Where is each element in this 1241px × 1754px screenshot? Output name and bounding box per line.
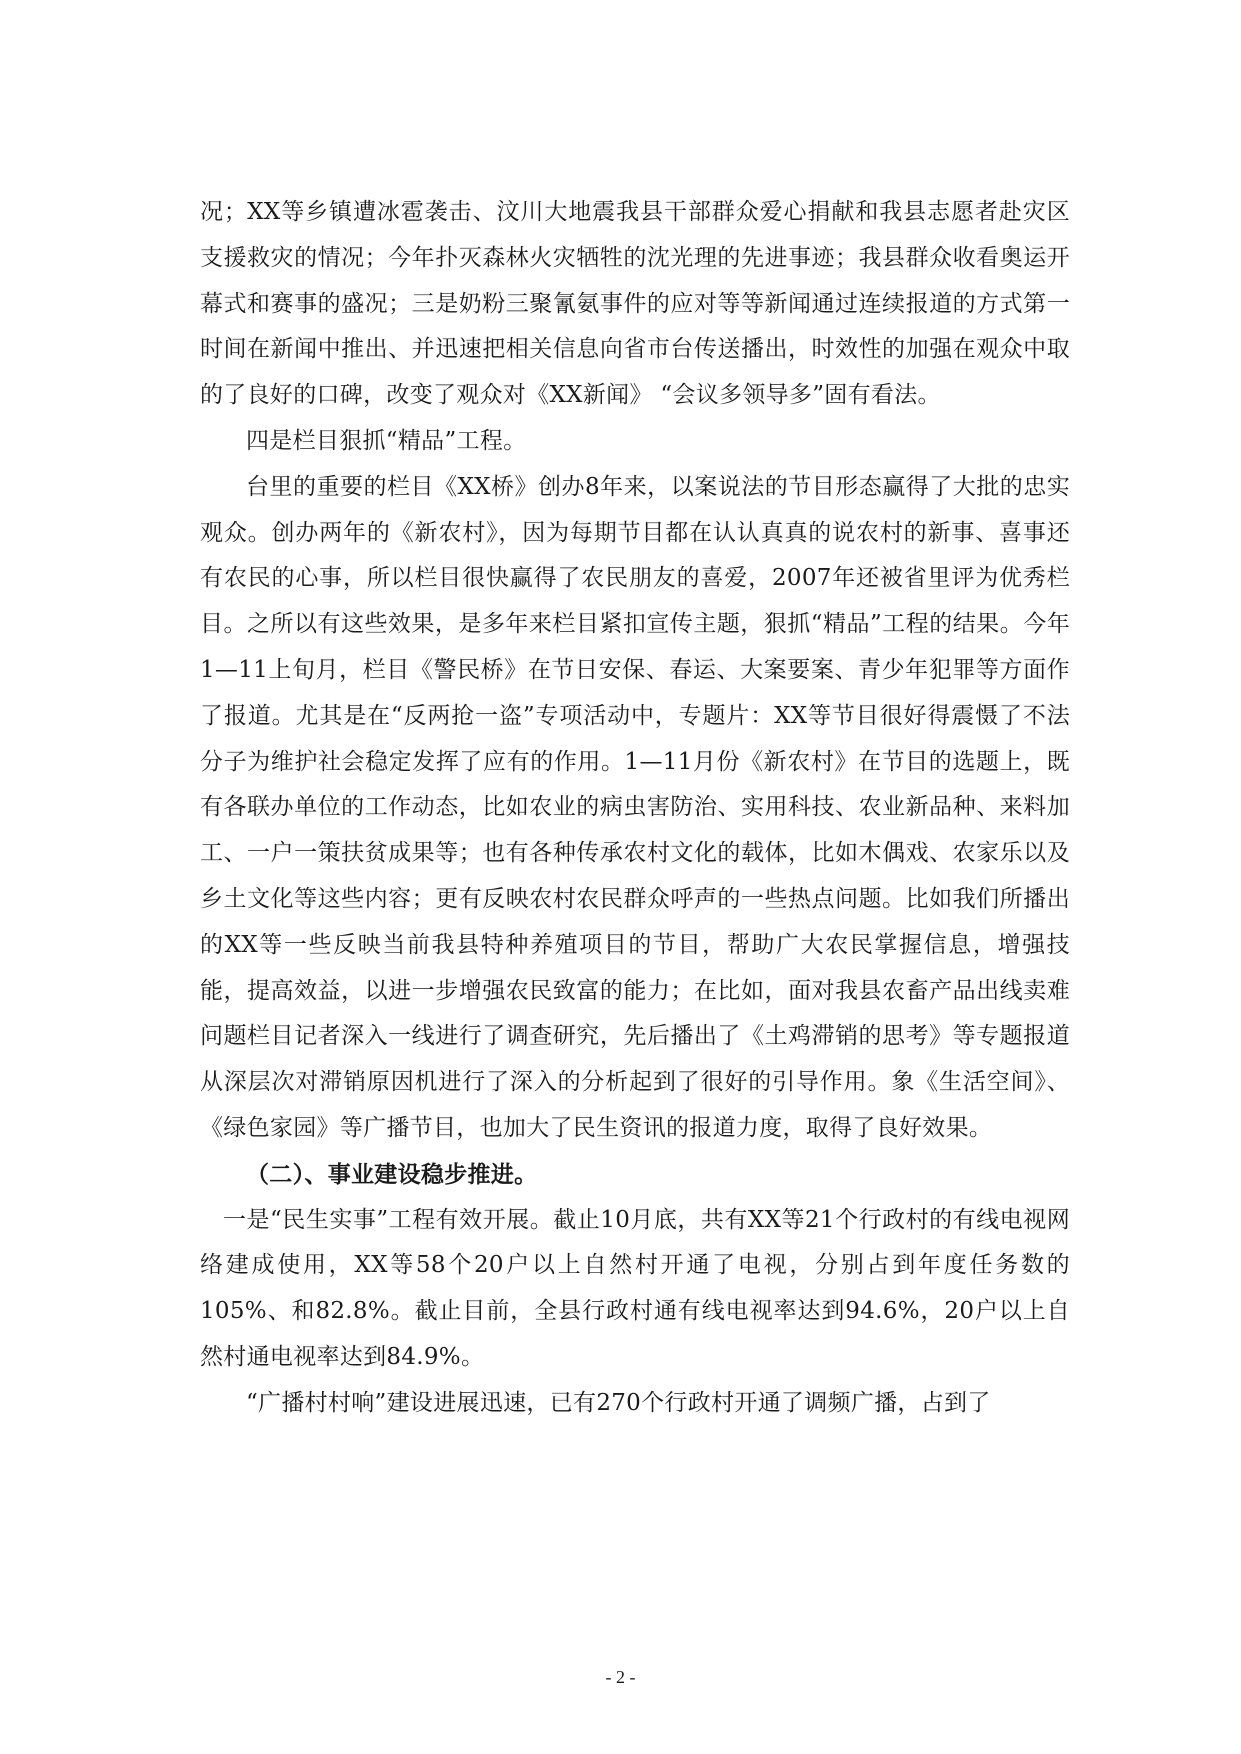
page-number: - 2 - — [605, 1667, 636, 1687]
paragraph-livelihood-project: 一是“民生实事”工程有效开展。截止10月底，共有XX等21个行政村的有线电视网络建成使用，XX等58个20户以上自然村开通了电视，分别占到年度任务数的105%、和82.8%。截止目前，全县行政村通有线电视率达到94.6%，20户以上自然村通电视率达到84.9%。 — [200, 1206, 1070, 1370]
paragraph-village-broadcast: “广播村村响”建设进展迅速，已有270个行政村开通了调频广播，占到了 — [246, 1389, 991, 1416]
section-heading-construction: （二）、事业建设稳步推进。 — [246, 1160, 538, 1188]
paragraph-programs: 台里的重要的栏目《XX桥》创办8年来，以案说法的节目形态赢得了大批的忠实观众。创办两年的《新农村》，因为每期节目都在认认真真的说农村的新事、喜事还有农民的心事，所以栏目很快赢得了农民朋友的喜爱，2007年还被省里评为优秀栏目。之所以有这些效果，是多年来栏目紧扣宣传主题，狠抓“精品”工程的结果。今年1—11上旬月，栏目《警民桥》在节日安保、春运、大案要案、青少年犯罪等方面作了报道。尤其是在“反两抢一盗”专项活动中，专题片：XX等节目很好得震慑了不法分子为维护社会稳定发挥了应有的作用。1—11月份《新农村》在节目的选题上，既有各联办单位的工作动态，比如农业的病虫害防治、实用科技、农业新品种、来料加工、一户一策扶贫成果等；也有各种传承农村文化的载体，比如木偶戏、农家乐以及乡土文化等这些内容；更有反映农村农民群众呼声的一些热点问题。比如我们所播出的XX等一些反映当前我县特种养殖项目的节目，帮助广大农民掌握信息，增强技能，提高效益，以进一步增强农民致富的能力；在比如，面对我县农畜产品出线卖难问题栏目记者深入一线进行了调查研究，先后播出了《土鸡滞销的思考》等专题报道从深层次对滞销原因机进行了深入的分析起到了很好的引导作用。象《生活空间》、《绿色家园》等广播节目，也加大了民生资讯的报道力度，取得了良好效果。 — [200, 473, 1070, 1141]
paragraph-section-four-title: 四是栏目狠抓“精品”工程。 — [246, 427, 527, 454]
document-body — [200, 190, 1070, 1427]
paragraph-continued-news: 况；XX等乡镇遭冰雹袭击、汶川大地震我县干部群众爱心捐献和我县志愿者赴灾区支援救灾的情况；今年扑灭森林火灾牺牲的沈光理的先进事迹；我县群众收看奥运开幕式和赛事的盛况；三是奶粉三聚氰氨事件的应对等等新闻通过连续报道的方式第一时间在新闻中推出、并迅速把相关信息向省市台传送播出，时效性的加强在观众中取的了良好的口碑，改变了观众对《XX新闻》 “会议多领导多”固有看法。 — [200, 199, 1070, 409]
